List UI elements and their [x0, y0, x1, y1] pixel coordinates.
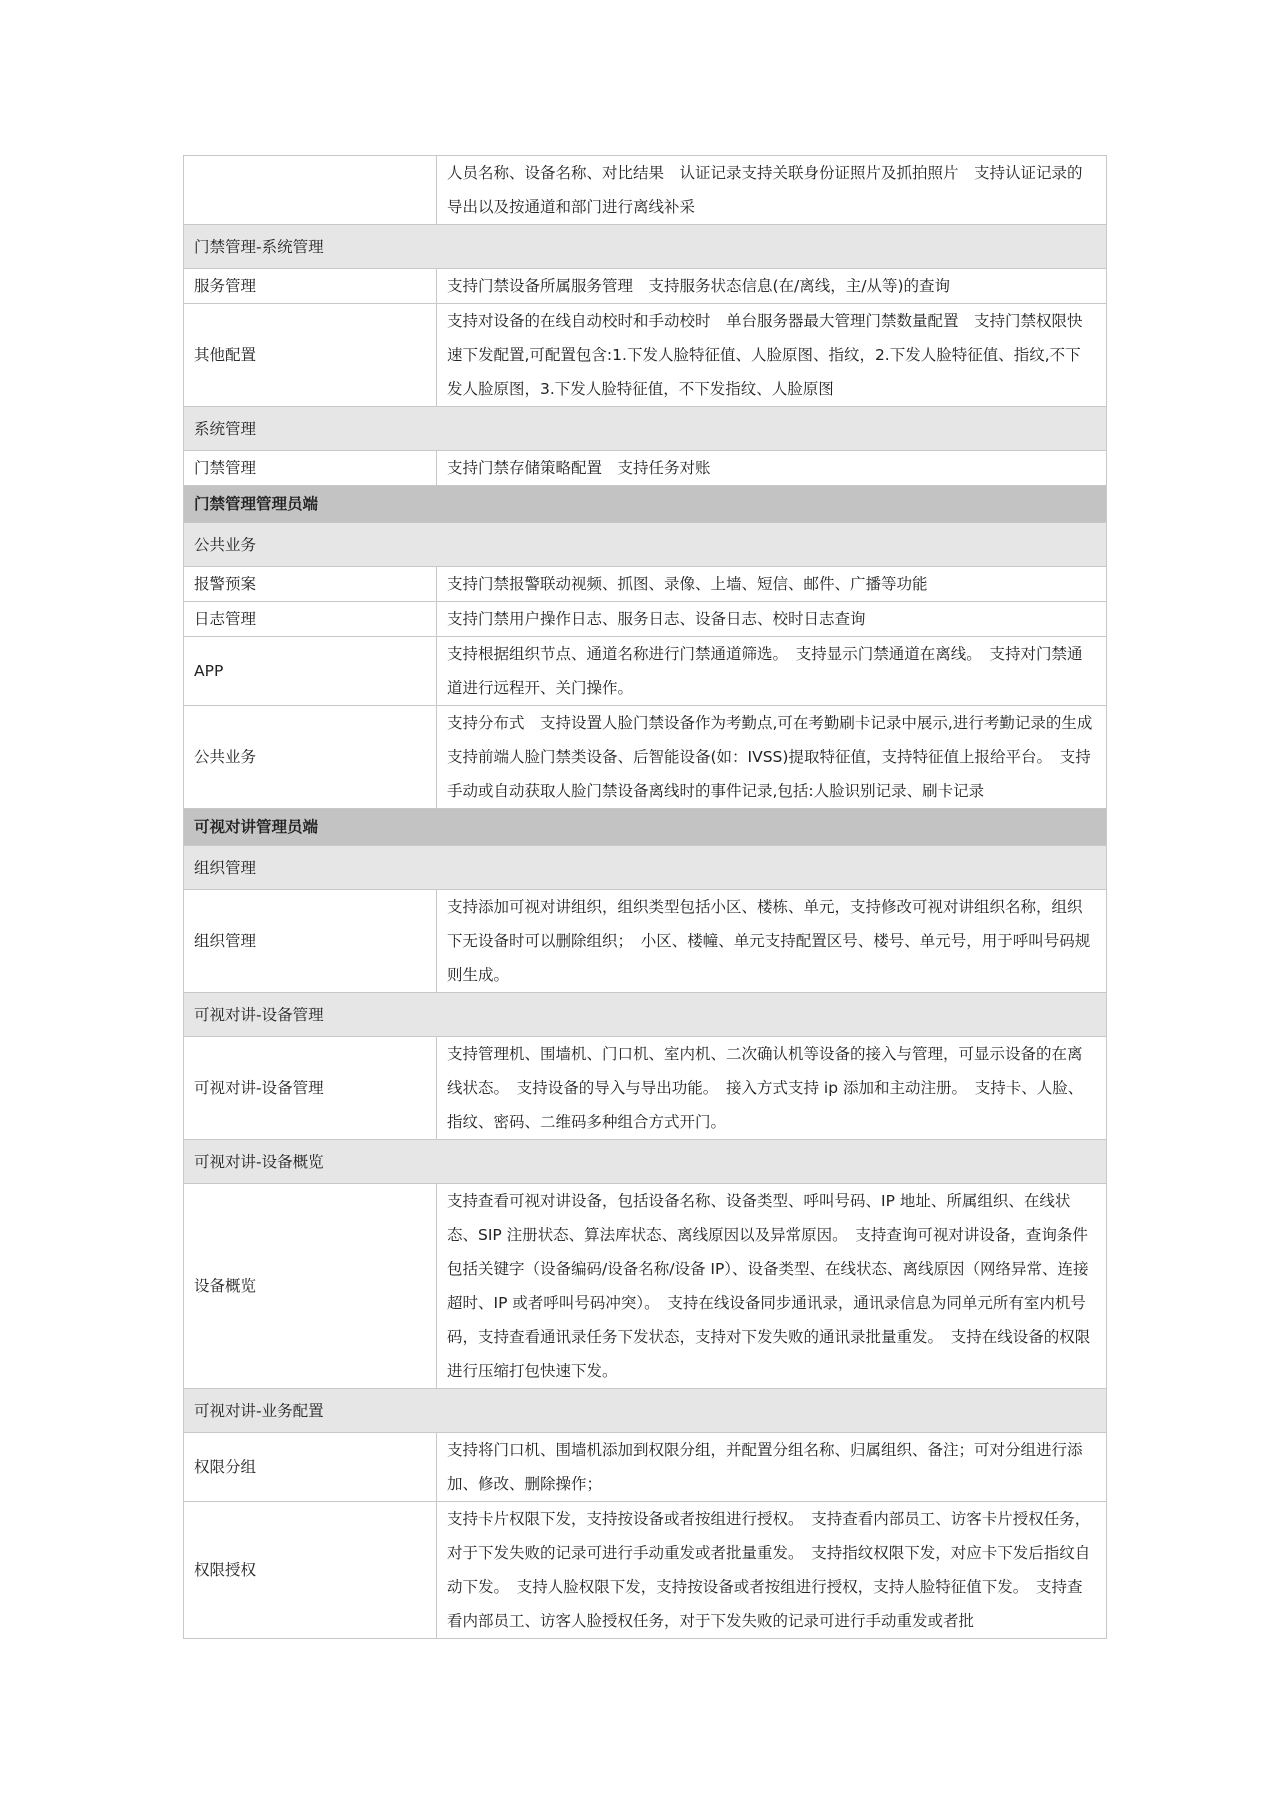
row-description: 支持根据组织节点、通道名称进行门禁通道筛选。 支持显示门禁通道在离线。 支持对门禁通道进行远程开、关门操作。	[437, 637, 1107, 706]
row-description: 支持添加可视对讲组织，组织类型包括小区、楼栋、单元，支持修改可视对讲组织名称，组织下无设备时可以删除组织； 小区、楼幢、单元支持配置区号、楼号、单元号，用于呼叫号码规则生成。	[437, 890, 1107, 993]
row-label: 其他配置	[184, 304, 437, 407]
subsection-title: 门禁管理-系统管理	[184, 225, 1107, 269]
subsection-header-row	[184, 523, 1107, 567]
row-label: 可视对讲-设备管理	[184, 1037, 437, 1140]
section-header-row	[184, 486, 1107, 523]
subsection-title: 可视对讲-业务配置	[184, 1389, 1107, 1433]
subsection-header-row	[184, 993, 1107, 1037]
row-description: 支持门禁设备所属服务管理 支持服务状态信息(在/离线，主/从等)的查询	[437, 269, 1107, 304]
row-label: APP	[184, 637, 437, 706]
table-row	[184, 156, 1107, 225]
subsection-header-row	[184, 225, 1107, 269]
subsection-title: 系统管理	[184, 407, 1107, 451]
table-row	[184, 1037, 1107, 1140]
row-description: 人员名称、设备名称、对比结果 认证记录支持关联身份证照片及抓拍照片 支持认证记录的导出以及按通道和部门进行离线补采	[437, 156, 1107, 225]
row-label: 服务管理	[184, 269, 437, 304]
subsection-header-row	[184, 1140, 1107, 1184]
row-description: 支持门禁用户操作日志、服务日志、设备日志、校时日志查询	[437, 602, 1107, 637]
subsection-title: 公共业务	[184, 523, 1107, 567]
section-title: 门禁管理管理员端	[184, 486, 1107, 523]
row-description: 支持分布式 支持设置人脸门禁设备作为考勤点,可在考勤刷卡记录中展示,进行考勤记录的生成 支持前端人脸门禁类设备、后智能设备(如：IVSS)提取特征值，支持特征值上报给平台。 支持手动或自动获取人脸门禁设备离线时的事件记录,包括:人脸识别记录、刷卡记录	[437, 706, 1107, 809]
subsection-title: 可视对讲-设备管理	[184, 993, 1107, 1037]
subsection-header-row	[184, 1389, 1107, 1433]
table-row	[184, 451, 1107, 486]
row-description: 支持门禁存储策略配置 支持任务对账	[437, 451, 1107, 486]
row-description: 支持管理机、围墙机、门口机、室内机、二次确认机等设备的接入与管理，可显示设备的在离线状态。 支持设备的导入与导出功能。 接入方式支持 ip 添加和主动注册。 支持卡、人脸、指纹、密码、二维码多种组合方式开门。	[437, 1037, 1107, 1140]
spec-table	[183, 155, 1107, 1639]
table-row	[184, 1502, 1107, 1639]
row-label: 日志管理	[184, 602, 437, 637]
row-label: 门禁管理	[184, 451, 437, 486]
row-description: 支持查看可视对讲设备，包括设备名称、设备类型、呼叫号码、IP 地址、所属组织、在线状态、SIP 注册状态、算法库状态、离线原因以及异常原因。 支持查询可视对讲设备，查询条件包括关键字（设备编码/设备名称/设备 IP）、设备类型、在线状态、离线原因（网络异常、连接超时、IP 或者呼叫号码冲突）。 支持在线设备同步通讯录，通讯录信息为同单元所有室内机号码，支持查看通讯录任务下发状态，支持对下发失败的通讯录批量重发。 支持在线设备的权限进行压缩打包快速下发。	[437, 1184, 1107, 1389]
table-row	[184, 1433, 1107, 1502]
row-description: 支持对设备的在线自动校时和手动校时 单台服务器最大管理门禁数量配置 支持门禁权限快速下发配置,可配置包含:1.下发人脸特征值、人脸原图、指纹，2.下发人脸特征值、指纹,不下发人脸原图，3.下发人脸特征值，不下发指纹、人脸原图	[437, 304, 1107, 407]
row-label: 权限授权	[184, 1502, 437, 1639]
subsection-title: 可视对讲-设备概览	[184, 1140, 1107, 1184]
subsection-header-row	[184, 846, 1107, 890]
row-label: 设备概览	[184, 1184, 437, 1389]
row-label: 报警预案	[184, 567, 437, 602]
table-row	[184, 304, 1107, 407]
row-description: 支持门禁报警联动视频、抓图、录像、上墙、短信、邮件、广播等功能	[437, 567, 1107, 602]
table-row	[184, 1184, 1107, 1389]
spec-table-body	[184, 156, 1107, 1639]
row-label	[184, 156, 437, 225]
row-label: 公共业务	[184, 706, 437, 809]
table-row	[184, 637, 1107, 706]
table-row	[184, 567, 1107, 602]
section-title: 可视对讲管理员端	[184, 809, 1107, 846]
row-description: 支持卡片权限下发，支持按设备或者按组进行授权。 支持查看内部员工、访客卡片授权任务，对于下发失败的记录可进行手动重发或者批量重发。 支持指纹权限下发，对应卡下发后指纹自动下发。 支持人脸权限下发，支持按设备或者按组进行授权，支持人脸特征值下发。 支持查看内部员工、访客人脸授权任务，对于下发失败的记录可进行手动重发或者批	[437, 1502, 1107, 1639]
table-row	[184, 890, 1107, 993]
subsection-title: 组织管理	[184, 846, 1107, 890]
row-label: 组织管理	[184, 890, 437, 993]
table-row	[184, 706, 1107, 809]
table-row	[184, 269, 1107, 304]
subsection-header-row	[184, 407, 1107, 451]
row-label: 权限分组	[184, 1433, 437, 1502]
row-description: 支持将门口机、围墙机添加到权限分组，并配置分组名称、归属组织、备注；可对分组进行添加、修改、删除操作；	[437, 1433, 1107, 1502]
section-header-row	[184, 809, 1107, 846]
table-row	[184, 602, 1107, 637]
